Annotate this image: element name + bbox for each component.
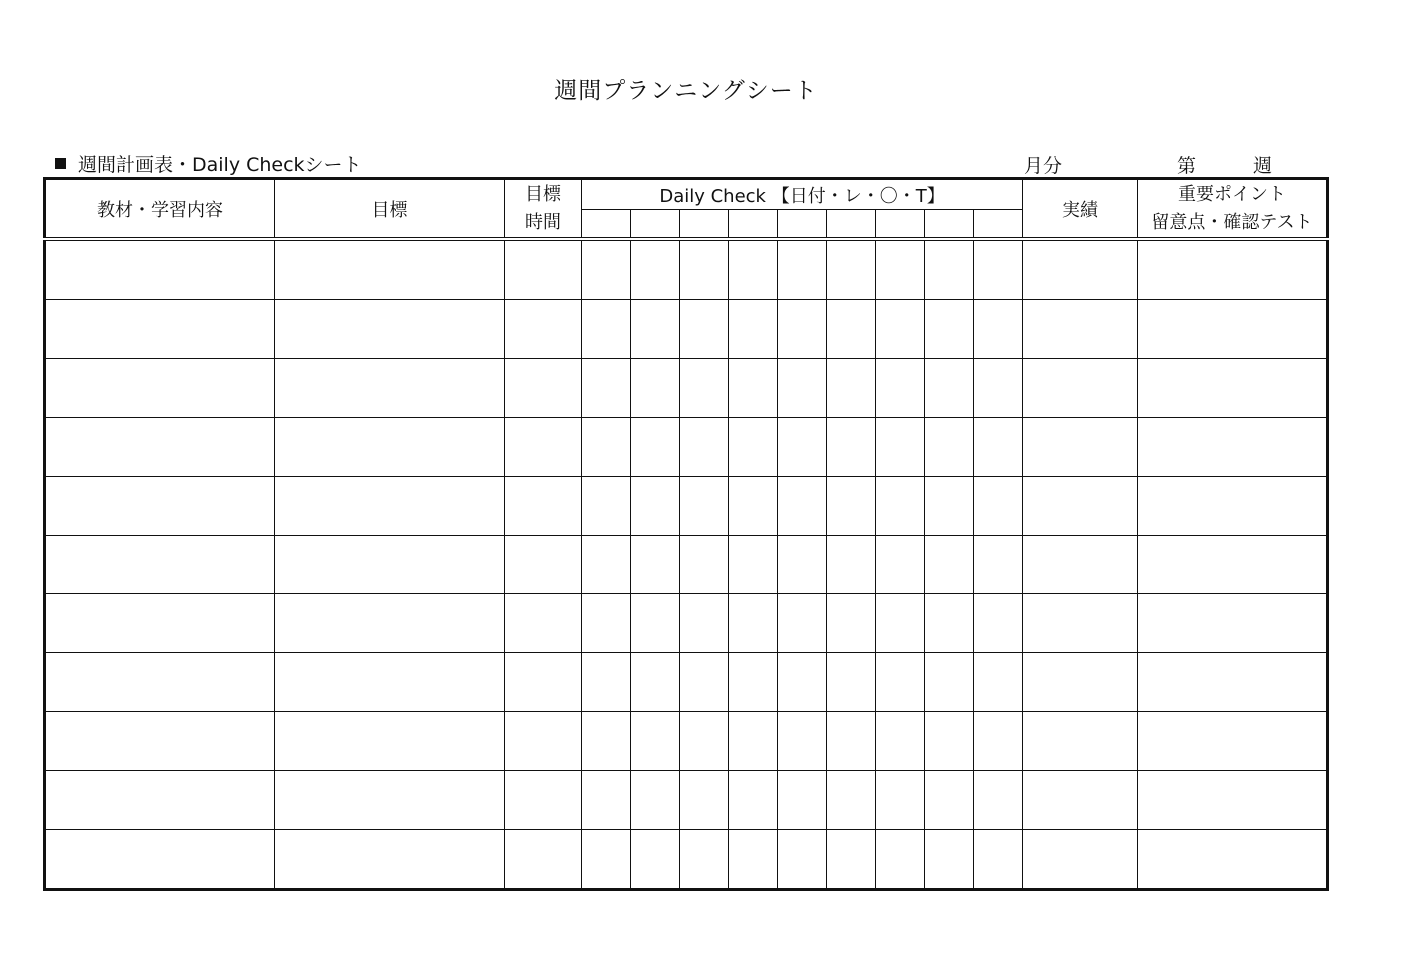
cell-daily-check[interactable] [974, 594, 1023, 653]
header-notes-line1: 重要ポイント [1178, 183, 1287, 205]
cell-daily-check[interactable] [582, 476, 631, 535]
header-goal-time-line1: 目標 [525, 183, 561, 205]
cell-daily-check[interactable] [582, 653, 631, 712]
cell-daily-check[interactable] [729, 299, 778, 358]
table-row [45, 239, 1328, 299]
cell-result[interactable] [1023, 299, 1138, 358]
daily-check-day-header[interactable] [582, 210, 631, 240]
cell-daily-check[interactable] [876, 771, 925, 830]
cell-goal-time[interactable] [505, 829, 582, 889]
cell-daily-check[interactable] [631, 771, 680, 830]
cell-daily-check[interactable] [925, 239, 974, 299]
section-label [55, 150, 362, 177]
cell-result[interactable] [1023, 239, 1138, 299]
cell-goal[interactable] [275, 653, 505, 712]
cell-daily-check[interactable] [729, 712, 778, 771]
cell-daily-check[interactable] [974, 417, 1023, 476]
cell-goal[interactable] [275, 476, 505, 535]
daily-check-day-header[interactable] [631, 210, 680, 240]
cell-daily-check[interactable] [680, 771, 729, 830]
cell-result[interactable] [1023, 535, 1138, 594]
cell-daily-check[interactable] [729, 829, 778, 889]
cell-notes[interactable] [1138, 771, 1328, 830]
cell-daily-check[interactable] [925, 535, 974, 594]
cell-daily-check[interactable] [778, 829, 827, 889]
cell-daily-check[interactable] [974, 653, 1023, 712]
cell-result[interactable] [1023, 594, 1138, 653]
cell-daily-check[interactable] [582, 829, 631, 889]
cell-daily-check[interactable] [582, 712, 631, 771]
cell-daily-check[interactable] [631, 239, 680, 299]
cell-daily-check[interactable] [631, 712, 680, 771]
cell-result[interactable] [1023, 771, 1138, 830]
cell-daily-check[interactable] [778, 299, 827, 358]
cell-daily-check[interactable] [778, 358, 827, 417]
cell-daily-check[interactable] [827, 594, 876, 653]
cell-daily-check[interactable] [680, 299, 729, 358]
header-daily-check: Daily Check 【日付・レ・〇・T】 [582, 179, 1023, 210]
cell-daily-check[interactable] [631, 535, 680, 594]
cell-goal-time[interactable] [505, 535, 582, 594]
cell-daily-check[interactable] [827, 771, 876, 830]
daily-check-day-header[interactable] [729, 210, 778, 240]
section-label-text: 週間計画表・Daily Checkシート [78, 154, 362, 176]
cell-goal[interactable] [275, 594, 505, 653]
cell-daily-check[interactable] [582, 417, 631, 476]
cell-daily-check[interactable] [925, 829, 974, 889]
cell-daily-check[interactable] [876, 829, 925, 889]
week-number-prefix: 第 [1177, 155, 1197, 177]
cell-daily-check[interactable] [729, 594, 778, 653]
cell-notes[interactable] [1138, 653, 1328, 712]
cell-goal-time[interactable] [505, 358, 582, 417]
cell-daily-check[interactable] [974, 358, 1023, 417]
cell-daily-check[interactable] [582, 771, 631, 830]
table-row [45, 476, 1328, 535]
cell-daily-check[interactable] [876, 712, 925, 771]
cell-material[interactable] [45, 299, 275, 358]
cell-material[interactable] [45, 358, 275, 417]
cell-daily-check[interactable] [631, 476, 680, 535]
daily-check-day-header[interactable] [974, 210, 1023, 240]
cell-material[interactable] [45, 594, 275, 653]
cell-daily-check[interactable] [729, 535, 778, 594]
daily-check-day-header[interactable] [925, 210, 974, 240]
cell-daily-check[interactable] [680, 712, 729, 771]
square-bullet-icon [55, 158, 66, 169]
cell-daily-check[interactable] [729, 239, 778, 299]
daily-check-day-header[interactable] [680, 210, 729, 240]
cell-daily-check[interactable] [876, 476, 925, 535]
table-row [45, 358, 1328, 417]
cell-goal[interactable] [275, 417, 505, 476]
cell-daily-check[interactable] [974, 712, 1023, 771]
header-notes-line2: 留意点・確認テスト [1151, 211, 1313, 233]
cell-daily-check[interactable] [974, 829, 1023, 889]
cell-daily-check[interactable] [974, 476, 1023, 535]
cell-goal-time[interactable] [505, 594, 582, 653]
cell-result[interactable] [1023, 712, 1138, 771]
header-row [45, 179, 1328, 210]
cell-daily-check[interactable] [631, 594, 680, 653]
cell-goal[interactable] [275, 535, 505, 594]
cell-daily-check[interactable] [631, 829, 680, 889]
cell-daily-check[interactable] [876, 239, 925, 299]
cell-daily-check[interactable] [582, 594, 631, 653]
cell-daily-check[interactable] [925, 653, 974, 712]
cell-daily-check[interactable] [631, 417, 680, 476]
cell-goal-time[interactable] [505, 712, 582, 771]
table-row [45, 653, 1328, 712]
cell-daily-check[interactable] [729, 653, 778, 712]
cell-daily-check[interactable] [778, 771, 827, 830]
cell-daily-check[interactable] [876, 594, 925, 653]
page-title: 週間プランニングシート [554, 78, 818, 104]
cell-daily-check[interactable] [680, 829, 729, 889]
cell-daily-check[interactable] [778, 417, 827, 476]
daily-check-day-header[interactable] [876, 210, 925, 240]
header-material: 教材・学習内容 [45, 179, 275, 240]
cell-notes[interactable] [1138, 417, 1328, 476]
cell-material[interactable] [45, 239, 275, 299]
table-row [45, 594, 1328, 653]
cell-daily-check[interactable] [827, 239, 876, 299]
cell-result[interactable] [1023, 476, 1138, 535]
cell-daily-check[interactable] [974, 771, 1023, 830]
cell-daily-check[interactable] [680, 653, 729, 712]
cell-daily-check[interactable] [876, 358, 925, 417]
cell-notes[interactable] [1138, 829, 1328, 889]
cell-daily-check[interactable] [778, 594, 827, 653]
cell-notes[interactable] [1138, 299, 1328, 358]
cell-goal-time[interactable] [505, 299, 582, 358]
week-label: 週 [1253, 155, 1273, 177]
header-notes [1138, 179, 1328, 240]
cell-daily-check[interactable] [925, 358, 974, 417]
header-goal-time-line2: 時間 [525, 211, 561, 233]
cell-daily-check[interactable] [876, 535, 925, 594]
cell-material[interactable] [45, 829, 275, 889]
cell-daily-check[interactable] [680, 417, 729, 476]
cell-goal-time[interactable] [505, 771, 582, 830]
cell-daily-check[interactable] [827, 417, 876, 476]
cell-notes[interactable] [1138, 358, 1328, 417]
cell-result[interactable] [1023, 653, 1138, 712]
header-goal: 目標 [275, 179, 505, 240]
cell-daily-check[interactable] [925, 417, 974, 476]
cell-daily-check[interactable] [827, 299, 876, 358]
cell-daily-check[interactable] [974, 535, 1023, 594]
header-goal-time [505, 179, 582, 240]
cell-daily-check[interactable] [876, 417, 925, 476]
cell-daily-check[interactable] [827, 476, 876, 535]
cell-daily-check[interactable] [582, 299, 631, 358]
cell-daily-check[interactable] [827, 653, 876, 712]
cell-daily-check[interactable] [827, 535, 876, 594]
daily-check-day-header[interactable] [827, 210, 876, 240]
cell-daily-check[interactable] [729, 417, 778, 476]
cell-goal-time[interactable] [505, 653, 582, 712]
cell-goal[interactable] [275, 239, 505, 299]
cell-material[interactable] [45, 476, 275, 535]
cell-material[interactable] [45, 653, 275, 712]
cell-material[interactable] [45, 417, 275, 476]
cell-goal[interactable] [275, 771, 505, 830]
cell-goal[interactable] [275, 712, 505, 771]
cell-daily-check[interactable] [680, 358, 729, 417]
cell-daily-check[interactable] [582, 239, 631, 299]
cell-result[interactable] [1023, 829, 1138, 889]
cell-notes[interactable] [1138, 594, 1328, 653]
table-row [45, 771, 1328, 830]
cell-daily-check[interactable] [631, 653, 680, 712]
table-row [45, 712, 1328, 771]
cell-daily-check[interactable] [876, 653, 925, 712]
cell-daily-check[interactable] [778, 535, 827, 594]
cell-notes[interactable] [1138, 239, 1328, 299]
table-body [45, 239, 1328, 890]
planning-table [43, 177, 1327, 891]
cell-daily-check[interactable] [925, 476, 974, 535]
table-row [45, 417, 1328, 476]
cell-goal-time[interactable] [505, 417, 582, 476]
cell-daily-check[interactable] [729, 771, 778, 830]
cell-daily-check[interactable] [778, 653, 827, 712]
cell-daily-check[interactable] [827, 358, 876, 417]
cell-daily-check[interactable] [680, 535, 729, 594]
table-row [45, 299, 1328, 358]
daily-check-day-header[interactable] [778, 210, 827, 240]
cell-daily-check[interactable] [582, 535, 631, 594]
cell-material[interactable] [45, 535, 275, 594]
header-result: 実績 [1023, 179, 1138, 240]
cell-daily-check[interactable] [778, 712, 827, 771]
month-label: 月分 [1024, 155, 1063, 177]
cell-daily-check[interactable] [876, 299, 925, 358]
cell-daily-check[interactable] [729, 358, 778, 417]
cell-material[interactable] [45, 771, 275, 830]
cell-material[interactable] [45, 712, 275, 771]
cell-daily-check[interactable] [974, 239, 1023, 299]
cell-notes[interactable] [1138, 712, 1328, 771]
cell-result[interactable] [1023, 417, 1138, 476]
table-row [45, 829, 1328, 889]
cell-goal-time[interactable] [505, 476, 582, 535]
cell-notes[interactable] [1138, 476, 1328, 535]
cell-daily-check[interactable] [925, 712, 974, 771]
cell-daily-check[interactable] [680, 239, 729, 299]
cell-notes[interactable] [1138, 535, 1328, 594]
cell-daily-check[interactable] [680, 476, 729, 535]
cell-daily-check[interactable] [925, 299, 974, 358]
cell-daily-check[interactable] [778, 476, 827, 535]
cell-daily-check[interactable] [925, 594, 974, 653]
cell-goal[interactable] [275, 299, 505, 358]
cell-goal[interactable] [275, 358, 505, 417]
cell-result[interactable] [1023, 358, 1138, 417]
cell-daily-check[interactable] [778, 239, 827, 299]
cell-daily-check[interactable] [974, 299, 1023, 358]
cell-daily-check[interactable] [827, 829, 876, 889]
table-row [45, 535, 1328, 594]
cell-goal-time[interactable] [505, 239, 582, 299]
cell-daily-check[interactable] [925, 771, 974, 830]
cell-daily-check[interactable] [729, 476, 778, 535]
cell-daily-check[interactable] [631, 358, 680, 417]
cell-daily-check[interactable] [827, 712, 876, 771]
cell-daily-check[interactable] [582, 358, 631, 417]
cell-daily-check[interactable] [680, 594, 729, 653]
cell-daily-check[interactable] [631, 299, 680, 358]
cell-goal[interactable] [275, 829, 505, 889]
